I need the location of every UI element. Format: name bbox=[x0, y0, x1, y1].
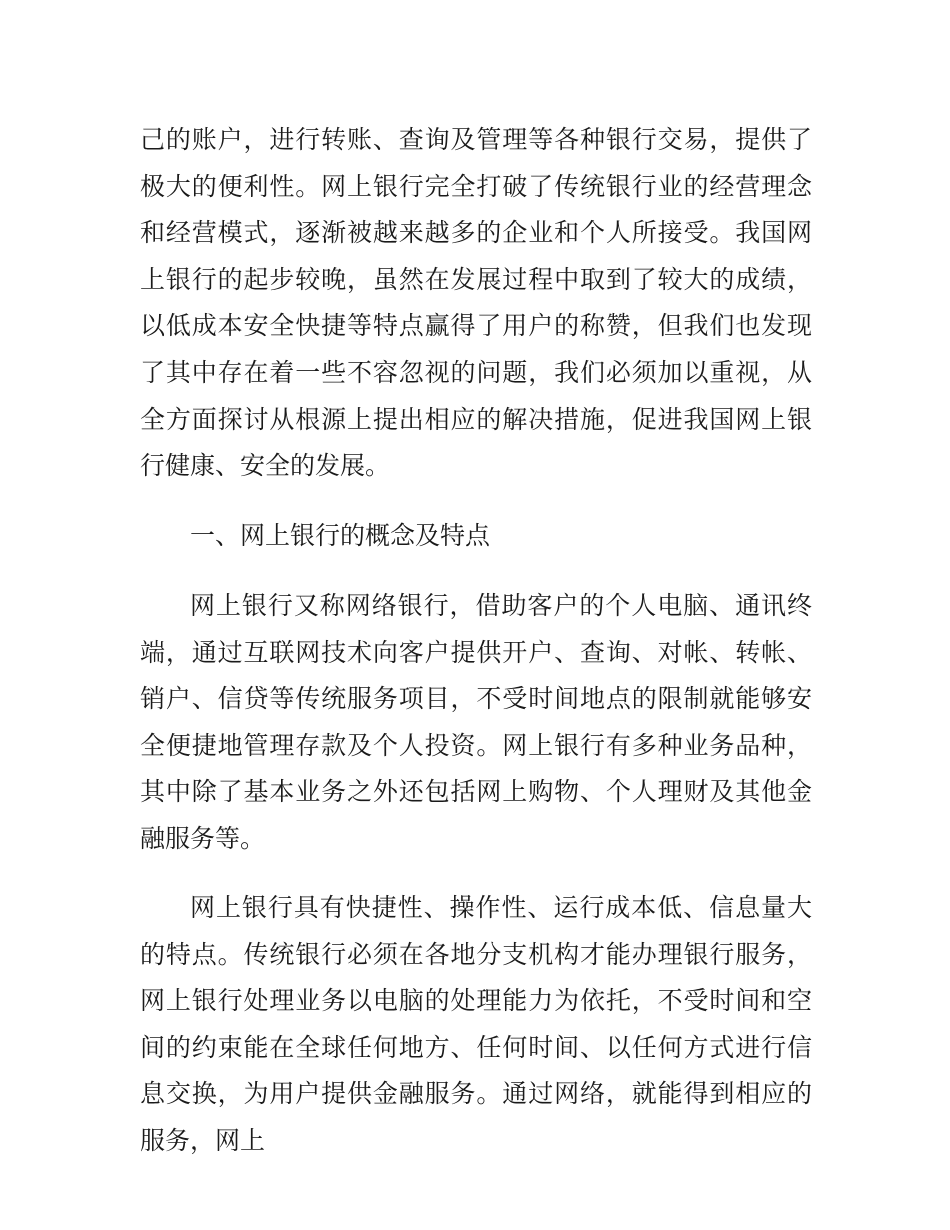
paragraph-continuation: 己的账户，进行转账、查询及管理等各种银行交易，提供了极大的便利性。网上银行完全打破了传统银行业的经营理念和经营模式，逐渐被越来越多的企业和个人所接受。我国网上银行的起步较晚，虽然在发展过程中取到了较大的成绩，以低成本安全快捷等特点赢得了用户的称赞，但我们也发现了其中存在着一些不容忽视的问题，我们必须加以重视，从全方面探讨从根源上提出相应的解决措施，促进我国网上银行健康、安全的发展。 bbox=[140, 125, 812, 481]
section-heading: 一、网上银行的概念及特点 bbox=[190, 521, 491, 550]
paragraph-characteristics: 网上银行具有快捷性、操作性、运行成本低、信息量大的特点。传统银行必须在各地分支机构才能办理银行服务，网上银行处理业务以电脑的处理能力为依托，不受时间和空间的约束能在全球任何地方、任何时间、以任何方式进行信息交换，为用户提供金融服务。通过网络，就能得到相应的服务，网上 bbox=[140, 893, 812, 1155]
paragraph-definition: 网上银行又称网络银行，借助客户的个人电脑、通讯终端，通过互联网技术向客户提供开户、查询、对帐、转帐、销户、信贷等传统服务项目，不受时间地点的限制就能够安全便捷地管理存款及个人投资。网上银行有多种业务品种，其中除了基本业务之外还包括网上购物、个人理财及其他金融服务等。 bbox=[140, 591, 812, 853]
